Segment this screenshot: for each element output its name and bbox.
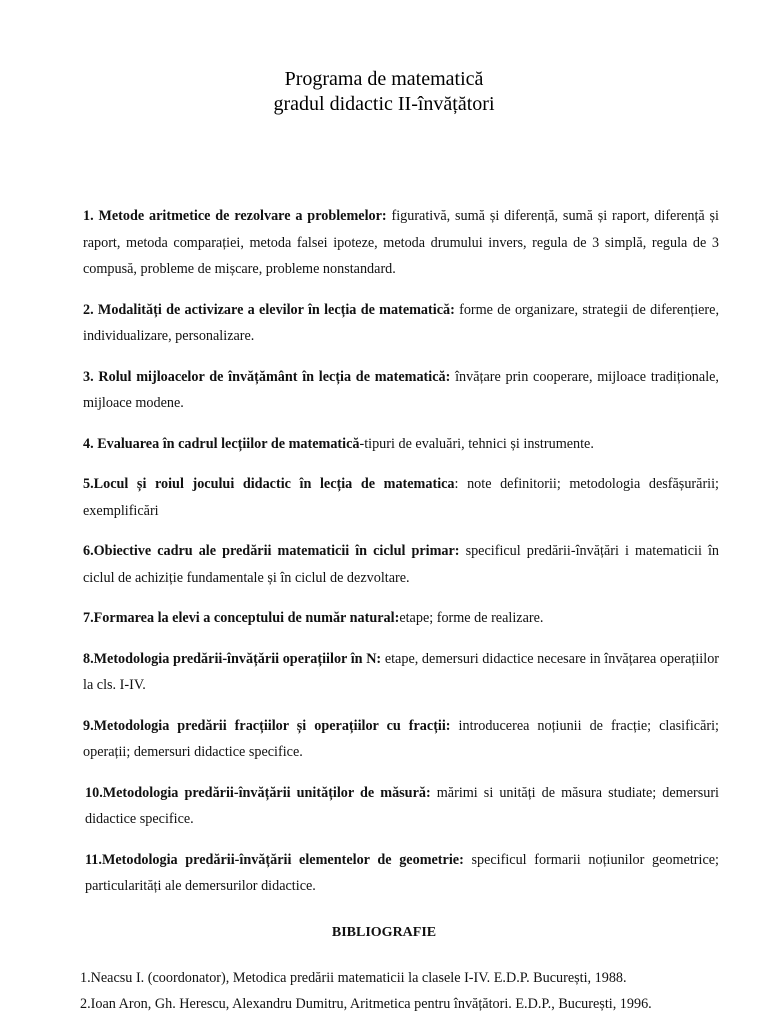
topic-heading: 11.Metodologia predării-învățării elementelor de geometrie: — [85, 851, 464, 868]
topic-text: -tipuri de evaluări, tehnici și instrumente. — [359, 435, 594, 452]
document-title-line-1: Programa de matematică — [284, 68, 484, 90]
topics-list — [83, 203, 719, 914]
topic-item-8 — [83, 646, 719, 699]
topic-heading: 6.Obiective cadru ale predării matematicii în ciclul primar: — [83, 543, 460, 559]
topic-heading: 9.Metodologia predării fracțiilor și operațiilor cu fracții: — [83, 717, 451, 734]
topic-text: mărimi si unități de măsura studiate; demersuri didactice specifice. — [85, 784, 720, 827]
topic-heading: 8.Metodologia predării-învățării operațiilor în N: — [83, 650, 382, 667]
topic-heading: 4. Evaluarea în cadrul lecțiilor de matematică — [83, 435, 360, 452]
topic-item-11 — [83, 847, 719, 900]
bibliography-list — [80, 965, 740, 1017]
topic-item-3 — [83, 364, 719, 417]
topic-heading: 3. Rolul mijloacelor de învățământ în lecția de matematică: — [83, 368, 451, 385]
topic-item-6 — [83, 538, 719, 591]
topic-text: introducerea noțiunii de fracție; clasificări; operații; demersuri didactice specifice. — [83, 717, 719, 760]
topic-heading: 5.Locul și roiul jocului didactic în lecția de matematica — [83, 476, 455, 492]
reference-item-1: 1.Neacsu I. (coordonator), Metodica predării matematicii la clasele I-IV. E.D.P. București, 1988. — [80, 970, 627, 986]
topic-item-4 — [83, 431, 719, 458]
topic-text: învățare prin cooperare, mijloace tradiționale, mijloace modene. — [83, 368, 719, 411]
topic-item-1 — [83, 203, 719, 283]
topic-item-2 — [83, 297, 719, 350]
bibliography-heading: BIBLIOGRAFIE — [331, 925, 437, 940]
topic-text: specificul predării-învățări i matematicii în ciclul de achiziție fundamentale și în ciclul de dezvoltare. — [83, 543, 719, 586]
topic-text: etape; forme de realizare. — [399, 610, 544, 626]
reference-item-2: 2.Ioan Aron, Gh. Herescu, Alexandru Dumitru, Aritmetica pentru învățători. E.D.P., București, 1996. — [80, 996, 652, 1012]
topic-heading: 10.Metodologia predării-învățării unităților de măsură: — [85, 784, 431, 801]
topic-item-9 — [83, 713, 719, 766]
topic-text: : note definitorii; metodologia desfășurării; exemplificări — [83, 476, 719, 519]
topic-text: forme de organizare, strategii de diferențiere, individualizare, personalizare. — [83, 301, 719, 344]
topic-item-10 — [83, 780, 719, 833]
topic-heading: 1. Metode aritmetice de rezolvare a problemelor: — [83, 208, 387, 224]
topic-text: etape, demersuri didactice necesare in învățarea operațiilor la cls. I-IV. — [83, 650, 720, 693]
document-title-line-2: gradul didactic II-învățători — [273, 93, 495, 115]
topic-heading: 7.Formarea la elevi a conceptului de număr natural: — [83, 610, 400, 626]
topic-text: specificul formarii noțiunilor geometrice; particularități ale demersurilor didactice. — [85, 851, 719, 894]
topic-item-7 — [83, 605, 719, 632]
topic-text: figurativă, sumă și diferență, sumă și raport, diferență și raport, metoda comparației, metoda falsei ipoteze, metoda drumului invers, regula de 3 simplă, regula de 3 compusă, probleme de mișcare, probleme nonstandard. — [83, 208, 719, 277]
topic-heading: 2. Modalități de activizare a elevilor în lecția de matematică: — [83, 301, 455, 318]
topic-item-5 — [83, 471, 719, 524]
